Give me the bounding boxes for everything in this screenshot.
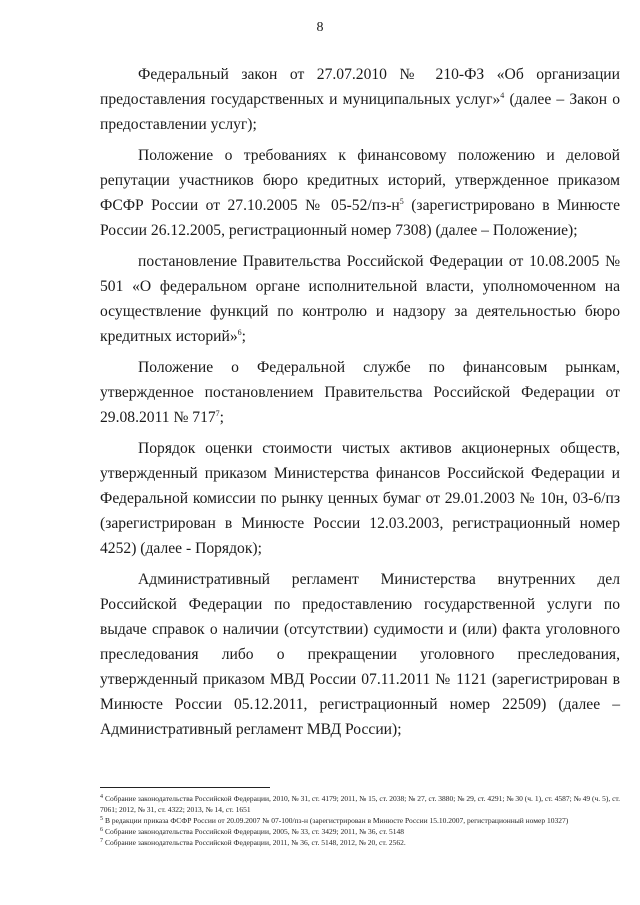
page-number: 8 bbox=[316, 20, 324, 35]
paragraph-text: постановление Правительства Российской Федерации от 10.08.2005 № 501 «О федеральном органе исполнительной власти, уполномоченном на осуществление функций по контролю и надзору за деятельностью бюро кредитных историй» bbox=[100, 253, 620, 345]
paragraph-tail: ; bbox=[219, 409, 225, 426]
footnote-text: Собрание законодательства Российской Федерации, 2010, № 31, ст. 4179; 2011, № 15, ст. 2038; № 27, ст. 3880; № 29, ст. 4291; № 30 (ч. 1), ст. 4587; № 49 (ч. 5), ст. 7061; 2012, № 31, ст. 4322; 2013, № 14, ст. 1651 bbox=[100, 794, 620, 814]
paragraph-mvd-regulation bbox=[100, 567, 620, 742]
footnote-ref: 4 bbox=[500, 90, 505, 100]
footnote-ref: 5 bbox=[399, 196, 404, 206]
footnote-number: 7 bbox=[100, 837, 103, 844]
paragraph-government-resolution bbox=[100, 249, 620, 349]
paragraph-text: Положение о требованиях к финансовому положению и деловой репутации участников бюро кредитных историй, утвержденное приказом ФСФР России от 27.10.2005 № 05-52/пз-н bbox=[100, 147, 620, 214]
footnote-text: Собрание законодательства Российской Федерации, 2005, № 33, ст. 3429; 2011, № 36, ст. 5148 bbox=[105, 827, 405, 836]
footnote-text: Собрание законодательства Российской Федерации, 2011, № 36, ст. 5148, 2012, № 20, ст. 2562. bbox=[105, 838, 406, 847]
paragraph-tail: ; bbox=[241, 328, 246, 345]
paragraph-text: Порядок оценки стоимости чистых активов акционерных обществ, утвержденный приказом Министерства финансов Российской Федерации и Федеральной комиссии по рынку ценных бумаг от 29.01.2003 № 10н, 03-6/пз (зарегистрирован в Минюсте России 12.03.2003, регистрационный номер 4252) (далее - Порядок); bbox=[100, 440, 620, 557]
paragraph-net-assets-procedure bbox=[100, 436, 620, 561]
footnote-7 bbox=[100, 837, 620, 848]
footnote-6 bbox=[100, 826, 620, 837]
paragraph-fsfr-regulation bbox=[100, 355, 620, 430]
footnote-number: 5 bbox=[100, 815, 103, 822]
footnote-number: 6 bbox=[100, 826, 103, 833]
footnote-ref: 7 bbox=[215, 408, 220, 418]
paragraph-tail: (далее – Закон о предоставлении услуг); bbox=[100, 91, 620, 133]
document-body bbox=[100, 62, 620, 748]
footnote-4 bbox=[100, 793, 620, 815]
footnote-number: 4 bbox=[100, 793, 103, 800]
paragraph-text: Федеральный закон от 27.07.2010 № 210-ФЗ «Об организации предоставления государственных и муниципальных услуг» bbox=[100, 66, 620, 108]
footnotes bbox=[100, 793, 620, 848]
footnote-text: В редакции приказа ФСФР России от 20.09.2007 № 07-100/пз-н (зарегистрирован в Минюсте России 15.10.2007, регистрационный номер 10327) bbox=[105, 816, 569, 825]
paragraph-law-210fz bbox=[100, 62, 620, 137]
footnote-5 bbox=[100, 815, 620, 826]
paragraph-text: Положение о Федеральной службе по финансовым рынкам, утвержденное постановлением Правительства Российской Федерации от 29.08.2011 № 717 bbox=[100, 359, 620, 426]
paragraph-text: Административный регламент Министерства внутренних дел Российской Федерации по предоставлению государственной услуги по выдаче справок о наличии (отсутствии) судимости и (или) факта уголовного преследования либо о прекращении уголовного преследования, утвержденный приказом МВД России 07.11.2011 № 1121 (зарегистрирован в Минюсте России 05.12.2011, регистрационный номер 22509) (далее – Административный регламент МВД России); bbox=[100, 571, 620, 738]
footnote-separator bbox=[100, 787, 270, 788]
paragraph-regulation-requirements bbox=[100, 143, 620, 243]
footnote-ref: 6 bbox=[237, 327, 242, 337]
paragraph-tail: (зарегистрировано в Минюсте России 26.12.2005, регистрационный номер 7308) (далее – Положение); bbox=[100, 197, 620, 239]
